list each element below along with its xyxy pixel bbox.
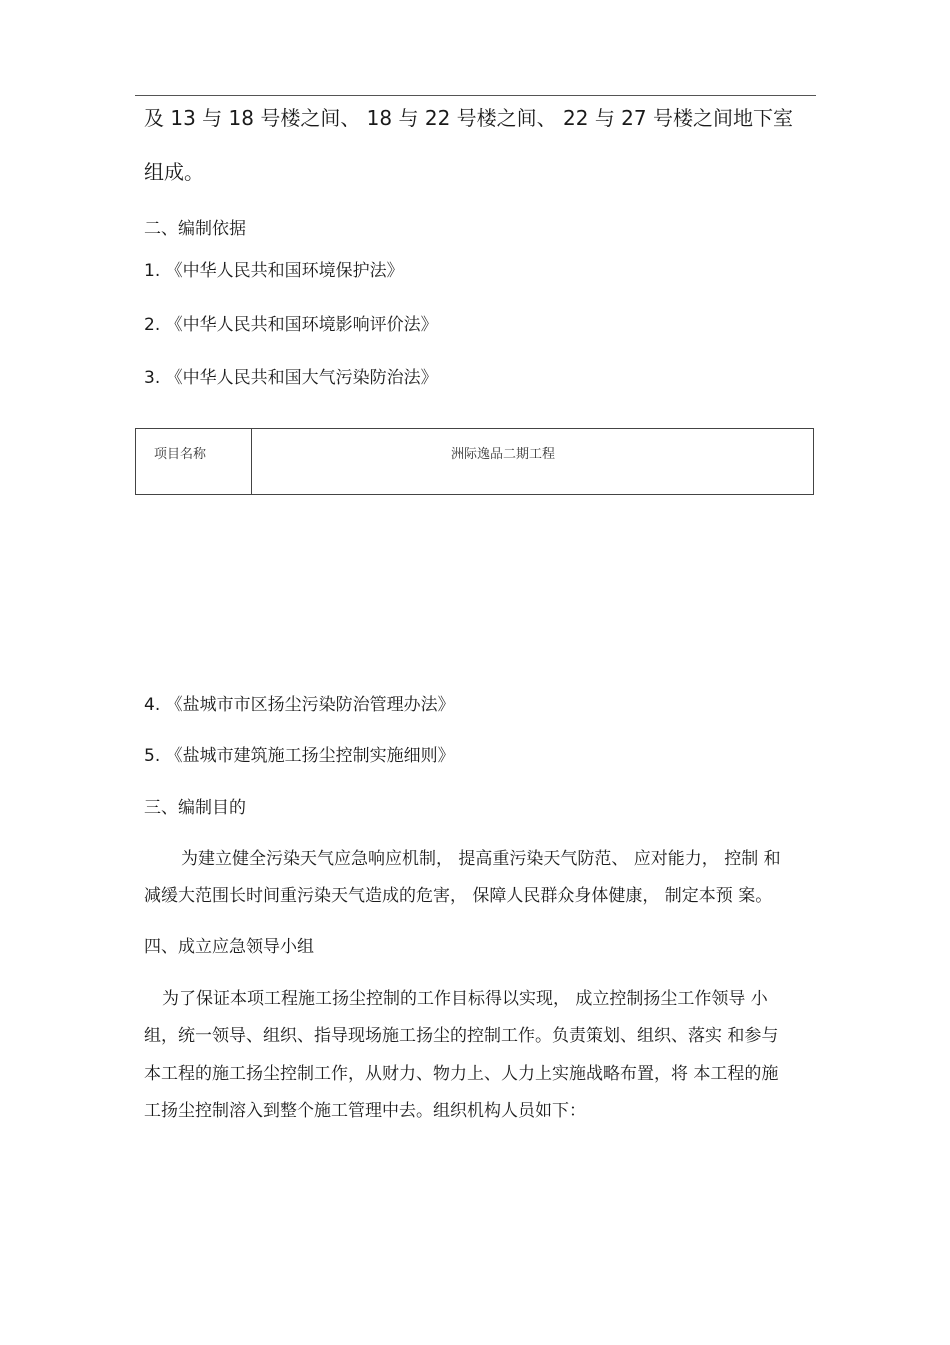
- project-info-table: [135, 428, 814, 495]
- section-heading-purpose: 三、编制目的: [144, 798, 246, 818]
- leadership-line-2: 组，统一领导、组织、指导现场施工扬尘的控制工作。负责策划、组织、落实 和参与: [144, 1026, 779, 1046]
- table-row: [136, 429, 814, 495]
- leadership-line-1: 为了保证本项工程施工扬尘控制的工作目标得以实现， 成立控制扬尘工作领导 小: [162, 989, 768, 1009]
- section-heading-leadership: 四、成立应急领导小组: [144, 937, 314, 957]
- basis-item-3: 3. 《中华人民共和国大气污染防治法》: [144, 368, 438, 388]
- header-rule: [135, 95, 816, 96]
- basis-item-4: 4. 《盐城市市区扬尘污染防治管理办法》: [144, 695, 455, 715]
- leadership-line-3: 本工程的施工扬尘控制工作，从财力、物力上、人力上实施战略布置，将 本工程的施: [144, 1064, 779, 1084]
- purpose-line-1: 为建立健全污染天气应急响应机制， 提高重污染天气防范、 应对能力， 控制 和: [181, 849, 781, 869]
- intro-line-1: 及 13 与 18 号楼之间、 18 与 22 号楼之间、 22 与 27 号楼之间地下室: [144, 106, 793, 130]
- basis-item-2: 2. 《中华人民共和国环境影响评价法》: [144, 315, 438, 335]
- project-name-value: 洲际逸品二期工程: [252, 429, 814, 495]
- project-name-label: 项目名称: [136, 429, 252, 495]
- section-heading-basis: 二、编制依据: [144, 219, 246, 239]
- basis-item-5: 5. 《盐城市建筑施工扬尘控制实施细则》: [144, 746, 455, 766]
- leadership-line-4: 工扬尘控制溶入到整个施工管理中去。组织机构人员如下：: [144, 1101, 586, 1121]
- purpose-line-2: 减缓大范围长时间重污染天气造成的危害， 保障人民群众身体健康， 制定本预 案。: [144, 886, 773, 906]
- intro-line-2: 组成。: [144, 160, 204, 184]
- basis-item-1: 1. 《中华人民共和国环境保护法》: [144, 261, 404, 281]
